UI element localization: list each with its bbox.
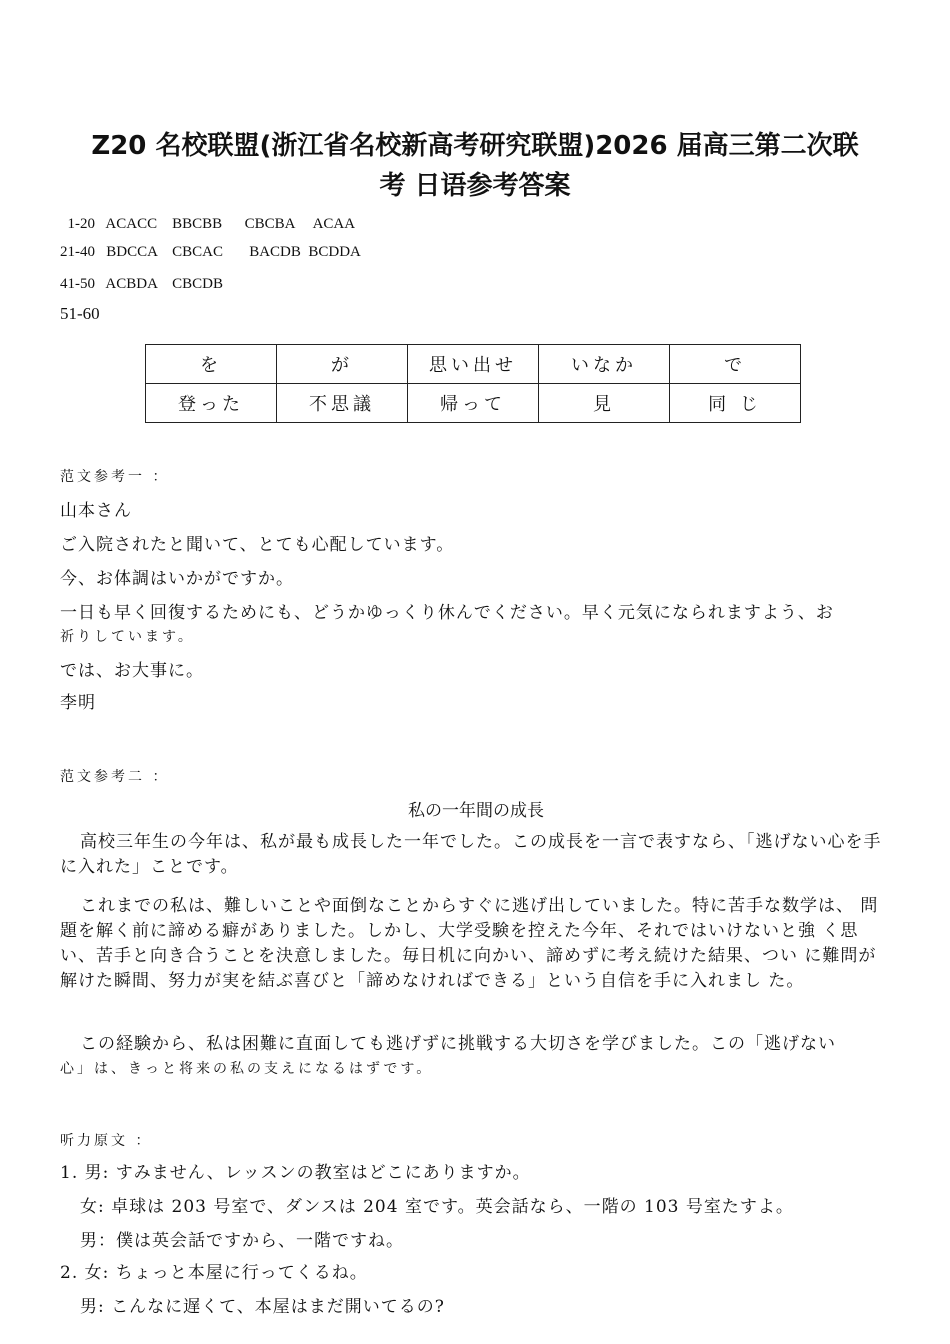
answers-41-50: 41-50 ACBDA CBCDB	[60, 276, 223, 292]
table-cell: 同 じ	[670, 384, 801, 423]
answers-51-60-label: 51-60	[60, 304, 100, 323]
essay2-heading: 范文参考二 ：	[60, 769, 170, 785]
listening-line: 男：僕は英会話ですから、一階ですね。	[80, 1231, 404, 1251]
listening-line: 1. 男: すみません、レッスンの教室はどこにありますか。	[60, 1163, 531, 1183]
title-line-1: Z20 名校联盟(浙江省名校新高考研究联盟)2026 届高三第二次联	[91, 131, 859, 161]
essay1-line: 今、お体調はいかがですか。	[60, 569, 294, 589]
essay2-paragraph-3-line2: 心」は、きっと将来の私の支えになるはずです。	[60, 1061, 434, 1077]
table-row	[146, 384, 801, 423]
table-cell: 登った	[146, 384, 277, 423]
table-cell: を	[146, 345, 277, 384]
essay1-heading: 范文参考一 ：	[60, 469, 170, 485]
table-row	[146, 345, 801, 384]
table-cell: 見	[539, 384, 670, 423]
essay1-signature: 李明	[60, 693, 96, 713]
listening-heading: 听力原文 ：	[60, 1133, 153, 1149]
essay1-line: 祈りしています。	[60, 629, 195, 645]
essay1-greeting: 山本さん	[60, 501, 132, 521]
title-line-2: 考 日语参考答案	[379, 171, 571, 201]
table-cell: が	[277, 345, 408, 384]
answers-51-60-table	[145, 344, 801, 423]
document-title	[40, 126, 910, 206]
essay1-closing: では、お大事に。	[60, 661, 204, 681]
table-cell: で	[670, 345, 801, 384]
table-cell: 思い出せ	[408, 345, 539, 384]
answers-21-40: 21-40 BDCCA CBCAC BACDB BCDDA	[60, 244, 361, 260]
answers-1-20: 1-20 ACACC BBCBB CBCBA ACAA	[60, 216, 356, 232]
essay1-line: 一日も早く回復するためにも、どうかゆっくり休んでください。早く元気になられますよう、お	[60, 603, 834, 623]
table-cell: 帰って	[408, 384, 539, 423]
essay2-paragraph-2: これまでの私は、難しいことや面倒なことからすぐに逃げ出していました。特に苦手な数学は、 問題を解く前に諦める癖がありました。しかし、大学受験を控えた今年、それではいけないと強 く思い、苦手と向き合うことを決意しました。毎日机に向かい、諦めずに考え続けた結果、つい に難問が解けた瞬間、努力が実を結ぶ喜びと「諦めなければできる」という自信を手に入れまし た。	[60, 896, 879, 991]
table-cell: いなか	[539, 345, 670, 384]
essay2-title: 私の一年間の成長	[408, 801, 544, 821]
table-cell: 不思議	[277, 384, 408, 423]
listening-line: 女: 卓球は 203 号室で、ダンスは 204 室です。英会話なら、一階の 103 号室たすよ。	[80, 1197, 794, 1217]
listening-line: 男: こんなに遅くて、本屋はまだ開いてるの?	[80, 1297, 445, 1317]
essay2-paragraph-1: 高校三年生の今年は、私が最も成長した一年でした。この成長を一言で表すなら、「逃げない心を手に入れた」ことです。	[60, 832, 882, 877]
essay1-line: ご入院されたと聞いて、とても心配しています。	[60, 535, 455, 555]
essay2-paragraph-3-line1: この経験から、私は困難に直面しても逃げずに挑戦する大切さを学びました。この「逃げない	[80, 1034, 836, 1054]
listening-line: 2. 女: ちょっと本屋に行ってくるね。	[60, 1263, 368, 1283]
